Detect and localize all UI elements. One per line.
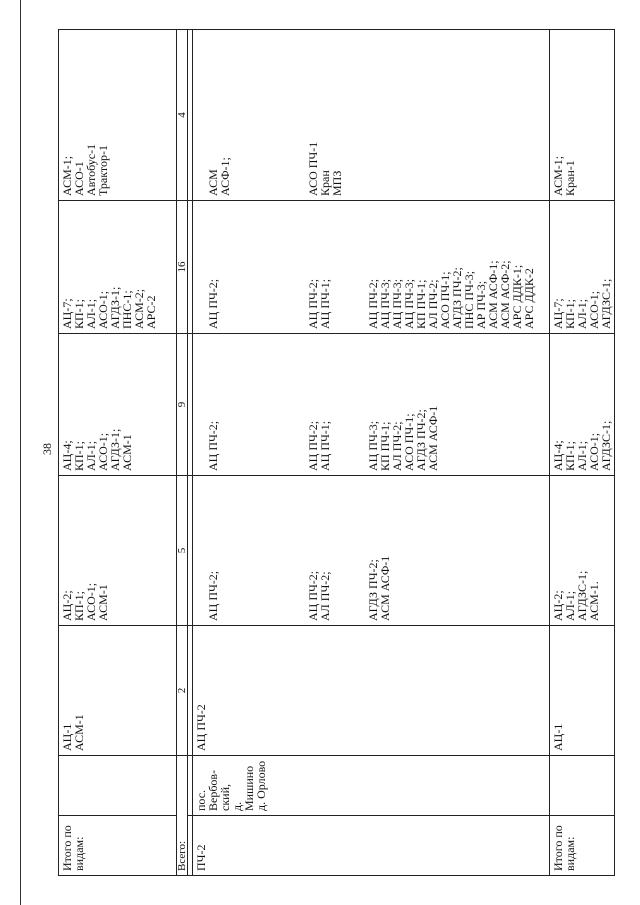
bottom-totals-col9: АЦ-4; КП-1; АЛ-1; АСО-1; АГДЗС-1; [550, 334, 615, 476]
bottom-totals-label: Итого по видам: [550, 816, 615, 876]
count-5: 5 [177, 476, 188, 626]
top-totals-col9: АЦ-4; КП-1; АЛ-1; АСО-1; АГДЗ-1; АСМ-1 [59, 334, 177, 476]
numbers-row [177, 30, 188, 876]
count-2: 2 [177, 626, 188, 756]
pch2-col9-a: АЦ ПЧ-2; [206, 420, 220, 471]
pch2-settlements: пос. Вербов- ский, д. Мишино д. Орлово [193, 756, 550, 816]
bottom-totals-col16: АЦ-7; КП-1; АЛ-1; АСО-1; АГДЗС-1; [550, 201, 615, 334]
pch2-col5-b: АЦ ПЧ-2; АЛ ПЧ-2; [306, 570, 332, 621]
pch2-col9-c: АЦ ПЧ-3; КП ПЧ-1; АЛ ПЧ-2; АСО ПЧ-1; АГДЗ ПЧ-2; АСМ АСФ-1 [366, 405, 440, 471]
top-totals-col5: АЦ-2; КП-1; АСО-1; АСМ-1 [59, 476, 177, 626]
pch2-col2: АЦ ПЧ-2 [193, 626, 550, 756]
pch2-col4 [193, 30, 550, 201]
pch2-row [193, 30, 550, 876]
count-4: 4 [177, 30, 188, 201]
top-totals-col4: АСМ-1; АСО-1 Автобус-1 Трактор-1 [59, 30, 177, 201]
scan-edge-line [20, 0, 21, 905]
top-totals-label: Итого по видам: [59, 816, 177, 876]
pch2-col16-c: АЦ ПЧ-2; АЦ ПЧ-3; АЦ ПЧ-3; АЦ ПЧ-3; КП ПЧ-1; АЛ ПЧ-2; АСО ПЧ-1; АГДЗ ПЧ-2; ПНС ПЧ-3; АР ПЧ-3; АСМ АСФ-1; АСМ АСФ-2; АРС ДДК-1; АРС ДДК-2 [366, 260, 536, 329]
pch2-col5-a: АЦ ПЧ-2; [206, 570, 220, 621]
pch2-col16-a: АЦ ПЧ-2; [206, 278, 220, 329]
top-totals-row [59, 30, 177, 876]
count-16: 16 [177, 201, 188, 334]
top-totals-blank [59, 756, 177, 816]
pch2-col9 [193, 334, 550, 476]
bottom-totals-blank [550, 756, 615, 816]
page-number: 38 [40, 443, 54, 455]
pch2-col16 [193, 201, 550, 334]
pch2-col5-c: АГДЗ ПЧ-2; АСМ АСФ-1 [366, 555, 392, 621]
pch2-col5 [193, 476, 550, 626]
pch2-col9-b: АЦ ПЧ-2; АЦ ПЧ-1; [306, 420, 332, 471]
pch2-label: ПЧ-2 [193, 816, 550, 876]
pch2-col4-c: АСО ПЧ-1 Кран МПЗ [306, 141, 344, 196]
pch2-col16-b: АЦ ПЧ-2; АЦ ПЧ-1; [306, 278, 332, 329]
bottom-totals-col4: АСМ-1; Кран-1 [550, 30, 615, 201]
all-label: Всего: [177, 756, 188, 876]
resource-table [58, 29, 615, 876]
bottom-totals-col2: АЦ-1 [550, 626, 615, 756]
pch2-col4-a: АСМ АСФ-1; [206, 157, 232, 196]
count-9: 9 [177, 334, 188, 476]
rotated-table-container [58, 30, 613, 876]
bottom-totals-col5: АЦ-2; АЛ-1; АГДЗС-1; АСМ-1. [550, 476, 615, 626]
top-totals-col2: АЦ-1 АСМ-1 [59, 626, 177, 756]
top-totals-col16: АЦ-7; КП-1; АЛ-1; АСО-1; АГДЗ-1; ПНС-1; АСМ-2; АРС-2 [59, 201, 177, 334]
bottom-totals-row [550, 30, 615, 876]
